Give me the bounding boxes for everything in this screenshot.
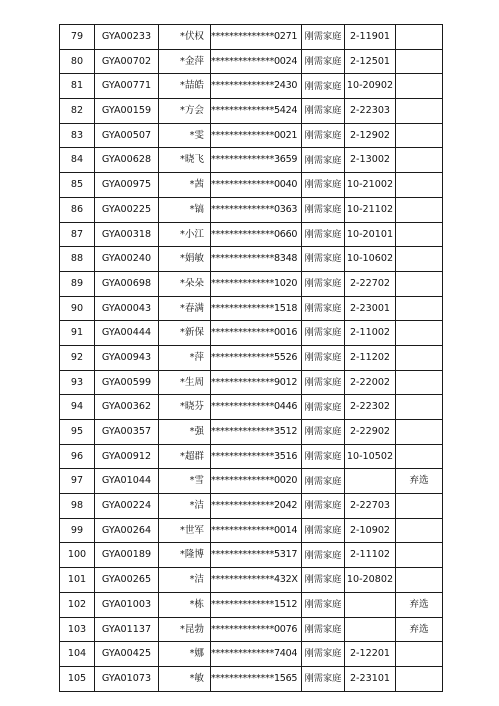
household-type-cell: 刚需家庭 [302,494,345,519]
row-number-cell: 91 [60,321,95,346]
masked-id-number-cell: **************9012 [211,370,302,395]
row-number-cell: 93 [60,370,95,395]
household-type-cell: 刚需家庭 [302,444,345,469]
household-type-cell: 刚需家庭 [302,271,345,296]
applicant-code-cell: GYA00912 [95,444,159,469]
room-number-cell: 2-22302 [345,395,396,420]
household-type-cell: 刚需家庭 [302,642,345,667]
remark-cell [396,296,443,321]
masked-id-number-cell: **************7404 [211,642,302,667]
room-number-cell: 2-12501 [345,49,396,74]
room-number-cell: 2-22303 [345,99,396,124]
applicant-name-cell: *世军 [159,518,211,543]
table-row [60,197,443,222]
household-type-cell: 刚需家庭 [302,25,345,50]
table-row [60,617,443,642]
remark-cell [396,247,443,272]
applicant-name-cell: *喆皓 [159,74,211,99]
row-number-cell: 82 [60,99,95,124]
masked-id-number-cell: **************0020 [211,469,302,494]
household-type-cell: 刚需家庭 [302,518,345,543]
table-row [60,74,443,99]
remark-cell [396,420,443,445]
masked-id-number-cell: **************5424 [211,99,302,124]
remark-cell: 弃选 [396,617,443,642]
applicant-code-cell: GYA00318 [95,222,159,247]
applicant-name-cell: *隆博 [159,543,211,568]
applicant-code-cell: GYA01073 [95,666,159,691]
household-type-cell: 刚需家庭 [302,543,345,568]
room-number-cell: 2-23001 [345,296,396,321]
table-row [60,494,443,519]
applicant-name-cell: *强 [159,420,211,445]
table-row [60,49,443,74]
applicant-code-cell: GYA00599 [95,370,159,395]
table-row [60,518,443,543]
remark-cell: 弃选 [396,469,443,494]
remark-cell [396,543,443,568]
applicant-name-cell: *伏权 [159,25,211,50]
remark-cell [396,271,443,296]
row-number-cell: 105 [60,666,95,691]
applicant-name-cell: *栋 [159,592,211,617]
table-row [60,296,443,321]
household-type-cell: 刚需家庭 [302,99,345,124]
masked-id-number-cell: **************2430 [211,74,302,99]
household-type-cell: 刚需家庭 [302,148,345,173]
applicant-name-cell: *萍 [159,345,211,370]
applicant-name-cell: *小江 [159,222,211,247]
masked-id-number-cell: **************0076 [211,617,302,642]
room-number-cell [345,617,396,642]
room-number-cell: 10-10502 [345,444,396,469]
masked-id-number-cell: **************0040 [211,173,302,198]
applicant-name-cell: *晓芬 [159,395,211,420]
row-number-cell: 96 [60,444,95,469]
applicant-name-cell: *洁 [159,568,211,593]
room-number-cell: 2-11102 [345,543,396,568]
applicant-name-cell: *方会 [159,99,211,124]
room-number-cell: 2-22902 [345,420,396,445]
table-row [60,444,443,469]
household-type-cell: 刚需家庭 [302,173,345,198]
row-number-cell: 81 [60,74,95,99]
masked-id-number-cell: **************8348 [211,247,302,272]
room-number-cell: 10-10602 [345,247,396,272]
applicant-code-cell: GYA00265 [95,568,159,593]
applicant-name-cell: *朵朵 [159,271,211,296]
row-number-cell: 80 [60,49,95,74]
room-number-cell: 2-11901 [345,25,396,50]
applicant-code-cell: GYA00771 [95,74,159,99]
remark-cell [396,444,443,469]
room-number-cell: 2-12902 [345,123,396,148]
room-number-cell: 2-22703 [345,494,396,519]
masked-id-number-cell: **************1565 [211,666,302,691]
masked-id-number-cell: **************0021 [211,123,302,148]
room-number-cell: 2-22702 [345,271,396,296]
room-number-cell: 10-20101 [345,222,396,247]
household-type-cell: 刚需家庭 [302,592,345,617]
remark-cell [396,123,443,148]
applicant-code-cell: GYA00444 [95,321,159,346]
applicant-name-cell: *超群 [159,444,211,469]
room-number-cell: 10-21102 [345,197,396,222]
remark-cell [396,666,443,691]
room-number-cell: 10-20802 [345,568,396,593]
applicant-name-cell: *金萍 [159,49,211,74]
applicant-name-cell: *镐 [159,197,211,222]
row-number-cell: 89 [60,271,95,296]
masked-id-number-cell: **************0271 [211,25,302,50]
table-row [60,321,443,346]
household-type-cell: 刚需家庭 [302,617,345,642]
applicant-name-cell: *洁 [159,494,211,519]
remark-cell [396,568,443,593]
remark-cell [396,173,443,198]
table-row [60,370,443,395]
household-type-cell: 刚需家庭 [302,370,345,395]
remark-cell [396,370,443,395]
row-number-cell: 99 [60,518,95,543]
row-number-cell: 92 [60,345,95,370]
applicant-code-cell: GYA00189 [95,543,159,568]
remark-cell: 弃选 [396,592,443,617]
table-row [60,469,443,494]
row-number-cell: 90 [60,296,95,321]
table-row [60,173,443,198]
room-number-cell [345,592,396,617]
remark-cell [396,222,443,247]
applicant-name-cell: *娟敏 [159,247,211,272]
masked-id-number-cell: **************0660 [211,222,302,247]
row-number-cell: 79 [60,25,95,50]
row-number-cell: 88 [60,247,95,272]
row-number-cell: 95 [60,420,95,445]
remark-cell [396,321,443,346]
table-row [60,247,443,272]
remark-cell [396,197,443,222]
applicant-code-cell: GYA00224 [95,494,159,519]
table-row [60,642,443,667]
room-number-cell: 2-11202 [345,345,396,370]
remark-cell [396,494,443,519]
masked-id-number-cell: **************0016 [211,321,302,346]
masked-id-number-cell: **************0024 [211,49,302,74]
applicant-code-cell: GYA00357 [95,420,159,445]
remark-cell [396,74,443,99]
remark-cell [396,345,443,370]
applicant-code-cell: GYA00975 [95,173,159,198]
household-type-cell: 刚需家庭 [302,568,345,593]
applicant-code-cell: GYA00240 [95,247,159,272]
table-row [60,123,443,148]
applicant-code-cell: GYA00702 [95,49,159,74]
room-number-cell: 2-22002 [345,370,396,395]
applicant-code-cell: GYA00628 [95,148,159,173]
row-number-cell: 103 [60,617,95,642]
table-row [60,666,443,691]
household-type-cell: 刚需家庭 [302,666,345,691]
applicant-code-cell: GYA00698 [95,271,159,296]
household-type-cell: 刚需家庭 [302,49,345,74]
household-type-cell: 刚需家庭 [302,123,345,148]
applicant-code-cell: GYA01137 [95,617,159,642]
applicant-name-cell: *生周 [159,370,211,395]
row-number-cell: 85 [60,173,95,198]
table-row [60,148,443,173]
applicant-code-cell: GYA00507 [95,123,159,148]
row-number-cell: 98 [60,494,95,519]
household-type-cell: 刚需家庭 [302,247,345,272]
applicant-code-cell: GYA00233 [95,25,159,50]
room-number-cell: 10-21002 [345,173,396,198]
applicant-code-cell: GYA00225 [95,197,159,222]
household-type-cell: 刚需家庭 [302,222,345,247]
selection-result-table [59,24,443,692]
room-number-cell: 2-11002 [345,321,396,346]
masked-id-number-cell: **************2042 [211,494,302,519]
row-number-cell: 84 [60,148,95,173]
row-number-cell: 101 [60,568,95,593]
applicant-code-cell: GYA00362 [95,395,159,420]
applicant-code-cell: GYA00425 [95,642,159,667]
masked-id-number-cell: **************1512 [211,592,302,617]
remark-cell [396,25,443,50]
room-number-cell: 2-12201 [345,642,396,667]
applicant-name-cell: *娜 [159,642,211,667]
table-row [60,345,443,370]
row-number-cell: 86 [60,197,95,222]
applicant-name-cell: *春满 [159,296,211,321]
applicant-code-cell: GYA01003 [95,592,159,617]
masked-id-number-cell: **************3516 [211,444,302,469]
room-number-cell: 2-23101 [345,666,396,691]
household-type-cell: 刚需家庭 [302,74,345,99]
masked-id-number-cell: **************3659 [211,148,302,173]
remark-cell [396,49,443,74]
table-body [60,25,443,692]
masked-id-number-cell: **************0363 [211,197,302,222]
remark-cell [396,148,443,173]
household-type-cell: 刚需家庭 [302,420,345,445]
applicant-name-cell: *雯 [159,123,211,148]
applicant-name-cell: *茜 [159,173,211,198]
masked-id-number-cell: **************0446 [211,395,302,420]
row-number-cell: 87 [60,222,95,247]
table-row [60,25,443,50]
room-number-cell: 2-10902 [345,518,396,543]
masked-id-number-cell: **************432X [211,568,302,593]
masked-id-number-cell: **************1518 [211,296,302,321]
remark-cell [396,99,443,124]
household-type-cell: 刚需家庭 [302,296,345,321]
applicant-code-cell: GYA01044 [95,469,159,494]
table-row [60,222,443,247]
applicant-name-cell: *雪 [159,469,211,494]
masked-id-number-cell: **************1020 [211,271,302,296]
household-type-cell: 刚需家庭 [302,469,345,494]
table-row [60,543,443,568]
table-row [60,99,443,124]
table-row [60,592,443,617]
row-number-cell: 94 [60,395,95,420]
masked-id-number-cell: **************0014 [211,518,302,543]
room-number-cell: 2-13002 [345,148,396,173]
remark-cell [396,642,443,667]
table-row [60,568,443,593]
row-number-cell: 104 [60,642,95,667]
applicant-name-cell: *新保 [159,321,211,346]
applicant-name-cell: *昆勃 [159,617,211,642]
applicant-code-cell: GYA00264 [95,518,159,543]
household-type-cell: 刚需家庭 [302,321,345,346]
remark-cell [396,518,443,543]
masked-id-number-cell: **************5526 [211,345,302,370]
remark-cell [396,395,443,420]
masked-id-number-cell: **************5317 [211,543,302,568]
row-number-cell: 97 [60,469,95,494]
applicant-code-cell: GYA00043 [95,296,159,321]
applicant-code-cell: GYA00943 [95,345,159,370]
table-row [60,271,443,296]
row-number-cell: 102 [60,592,95,617]
applicant-code-cell: GYA00159 [95,99,159,124]
household-type-cell: 刚需家庭 [302,197,345,222]
applicant-name-cell: *敏 [159,666,211,691]
room-number-cell [345,469,396,494]
masked-id-number-cell: **************3512 [211,420,302,445]
row-number-cell: 100 [60,543,95,568]
row-number-cell: 83 [60,123,95,148]
room-number-cell: 10-20902 [345,74,396,99]
household-type-cell: 刚需家庭 [302,345,345,370]
applicant-name-cell: *晓飞 [159,148,211,173]
household-type-cell: 刚需家庭 [302,395,345,420]
table-row [60,420,443,445]
table-row [60,395,443,420]
